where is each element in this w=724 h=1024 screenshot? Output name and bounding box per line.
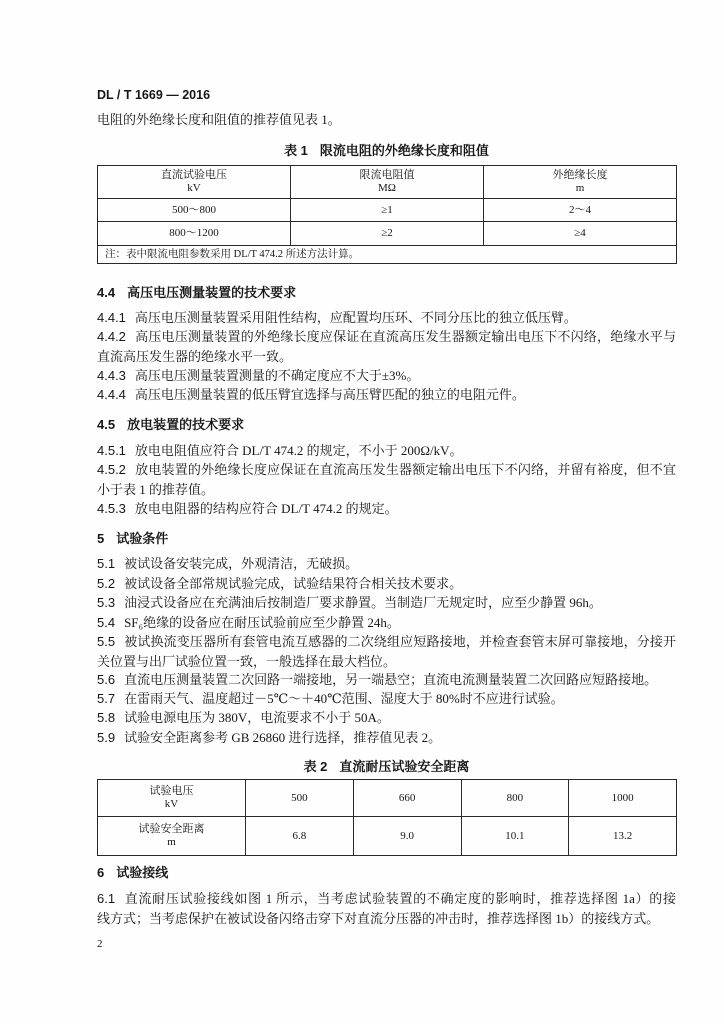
table-cell: 10.1 [461, 817, 569, 856]
clause-number: 4.5.1 [97, 443, 126, 458]
section-number: 4.4 [97, 285, 116, 300]
column-unit: kV [187, 182, 201, 194]
table-label: 表 1 [284, 143, 308, 158]
clause-number: 5.8 [97, 710, 116, 725]
table-header-row [98, 166, 677, 199]
section-title: 试验条件 [116, 531, 169, 546]
clause-4-4-2 [97, 327, 676, 347]
row-unit: m [167, 836, 176, 848]
clause-5-6 [97, 670, 676, 690]
clause-text: 高压电压测量装置的外绝缘长度应保证在直流高压发生器额定输出电压下不闪络，绝缘水平与 [134, 329, 676, 344]
clause-6-1 [97, 889, 676, 909]
clause-number: 5.7 [97, 691, 116, 706]
clause-text: 高压电压测量装置的低压臂宜选择与高压臂匹配的独立的电阻元件。 [134, 387, 525, 402]
clause-4-5-2 [97, 460, 676, 480]
row-header [98, 780, 246, 817]
section-title: 试验接线 [116, 865, 169, 880]
section-title: 放电装置的技术要求 [127, 417, 245, 432]
intro-line [97, 110, 676, 130]
table-cell: ≥4 [484, 222, 677, 246]
clause-number: 5.1 [97, 556, 116, 571]
clause-number: 4.4.4 [97, 387, 126, 402]
clause-text: 关位置与出厂试验位置一致，一般选择在最大档位。 [97, 653, 397, 669]
table-row [98, 780, 677, 817]
clause-4-5-2-continuation [97, 480, 676, 500]
row-name: 试验电压 [149, 785, 194, 797]
clause-5-7 [97, 689, 676, 709]
clause-5-5 [97, 632, 676, 652]
table-row [98, 222, 677, 246]
clause-text: 被试换流变压器所有套管电流互感器的二次绕组应短路接地，并检查套管末屏可靠接地，分接开 [124, 634, 676, 649]
table-cell: 500 [246, 780, 354, 817]
clause-text: 试验安全距离参考 GB 26860 进行选择，推荐值见表 2。 [124, 730, 442, 745]
table-cell: 500～800 [98, 199, 291, 222]
table-2-caption [97, 757, 676, 777]
table-cell: 6.8 [246, 817, 354, 856]
clause-text: 放电电阻器的结构应符合 DL/T 474.2 的规定。 [134, 501, 398, 516]
row-header [98, 817, 246, 856]
clause-number: 5.4 [97, 615, 116, 630]
clause-number: 5.2 [97, 576, 116, 591]
table-cell: ≥2 [291, 222, 484, 246]
clause-number: 4.5.3 [97, 501, 126, 516]
section-number: 4.5 [97, 417, 116, 432]
table-2 [97, 779, 677, 856]
table-label: 表 2 [303, 759, 328, 774]
column-header [291, 166, 484, 199]
clause-5-1 [97, 554, 676, 574]
clause-5-4 [97, 613, 676, 633]
column-header [98, 166, 291, 199]
table-cell: ≥1 [291, 199, 484, 222]
table-row [98, 199, 677, 222]
section-number: 6 [97, 865, 105, 880]
body-text: 电阻的外绝缘长度和阻值的推荐值见表 1。 [97, 112, 341, 127]
clause-text: 被试设备全部常规试验完成，试验结果符合相关技术要求。 [124, 576, 463, 591]
table-title: 限流电阻的外绝缘长度和阻值 [319, 143, 489, 158]
column-unit: MΩ [378, 182, 396, 194]
clause-number: 6.1 [97, 891, 116, 906]
clause-number: 4.5.2 [97, 462, 126, 477]
section-heading-6 [97, 863, 676, 883]
section-number: 5 [97, 531, 105, 546]
clause-text: 高压电压测量装置采用阻性结构，应配置均压环、不同分压比的独立低压臂。 [134, 310, 577, 325]
section-heading-5 [97, 529, 676, 549]
column-unit: m [575, 182, 585, 194]
table-cell: 800 [461, 780, 569, 817]
table-row [98, 817, 677, 856]
clause-number: 5.6 [97, 672, 116, 687]
clause-number: 4.4.2 [97, 329, 126, 344]
table-cell: 9.0 [353, 817, 461, 856]
clause-text: 在雷雨天气、温度超过－5℃～＋40℃范围、湿度大于 80%时不应进行试验。 [124, 691, 564, 706]
table-cell: 1000 [569, 780, 677, 817]
clause-6-1-continuation [97, 909, 676, 929]
clause-5-9 [97, 728, 676, 748]
clause-number: 4.4.1 [97, 310, 126, 325]
table-cell: 800～1200 [98, 222, 291, 246]
clause-4-5-3 [97, 499, 676, 519]
section-heading-4-5 [97, 415, 676, 435]
clause-number: 5.3 [97, 595, 116, 610]
table-title: 直流耐压试验安全距离 [339, 759, 470, 774]
clause-text: 小于表 1 的推荐值。 [97, 481, 215, 497]
clause-5-2 [97, 574, 676, 594]
clause-5-8 [97, 708, 676, 728]
clause-text: 线方式；当考虑保护在被试设备闪络击穿下对直流分压器的冲击时，推荐选择图 1b）的接线方式。 [97, 910, 660, 926]
column-name: 外绝缘长度 [552, 169, 608, 181]
clause-4-4-3 [97, 366, 676, 386]
clause-text: 放电电阻值应符合 DL/T 474.2 的规定，不小于 200Ω/kV。 [134, 443, 463, 458]
clause-5-3 [97, 593, 676, 613]
clause-text: 油浸式设备应在充满油后按制造厂要求静置。当制造厂无规定时，应至少静置 96h。 [124, 595, 602, 610]
section-title: 高压电压测量装置的技术要求 [127, 285, 297, 300]
row-name: 试验安全距离 [138, 823, 205, 835]
table-1-caption [97, 141, 676, 161]
table-1 [97, 165, 677, 264]
clause-text: 高压电压测量装置测量的不确定度应不大于±3%。 [134, 368, 420, 383]
clause-text: 直流电压测量装置二次回路一端接地，另一端悬空；直流电流测量装置二次回路应短路接地。 [124, 672, 658, 687]
table-note-row [98, 246, 677, 264]
clause-text: SF₆绝缘的设备应在耐压试验前应至少静置 24h。 [124, 615, 400, 630]
column-name: 直流试验电压 [161, 169, 227, 181]
clause-4-4-4 [97, 385, 676, 405]
table-cell: 2～4 [484, 199, 677, 222]
clause-number: 4.4.3 [97, 368, 126, 383]
clause-text: 直流耐压试验接线如图 1 所示，当考虑试验装置的不确定度的影响时，推荐选择图 1a）的接 [124, 891, 676, 906]
section-heading-4-4 [97, 283, 676, 303]
column-name: 限流电阻值 [359, 169, 415, 181]
clause-5-5-continuation [97, 652, 676, 672]
column-header [484, 166, 677, 199]
clause-number: 5.5 [97, 634, 116, 649]
page-number: 2 [97, 938, 103, 950]
table-note: 注：表中限流电阻参数采用 DL/T 474.2 所述方法计算。 [98, 246, 677, 264]
clause-4-5-1 [97, 441, 676, 461]
clause-number: 5.9 [97, 730, 116, 745]
document-code: DL / T 1669 — 2016 [97, 88, 211, 102]
clause-text: 直流高压发生器的绝缘水平一致。 [97, 348, 293, 364]
clause-text: 试验电源电压为 380V，电流要求不小于 50A。 [124, 710, 390, 725]
row-unit: kV [164, 798, 179, 810]
running-header [97, 85, 676, 105]
clause-4-4-1 [97, 308, 676, 328]
table-cell: 660 [353, 780, 461, 817]
clause-text: 放电装置的外绝缘长度应保证在直流高压发生器额定输出电压下不闪络，并留有裕度，但不宜 [134, 462, 676, 477]
clause-text: 被试设备安装完成，外观清洁，无破损。 [124, 556, 359, 571]
clause-4-4-2-continuation [97, 347, 676, 367]
table-cell: 13.2 [569, 817, 677, 856]
